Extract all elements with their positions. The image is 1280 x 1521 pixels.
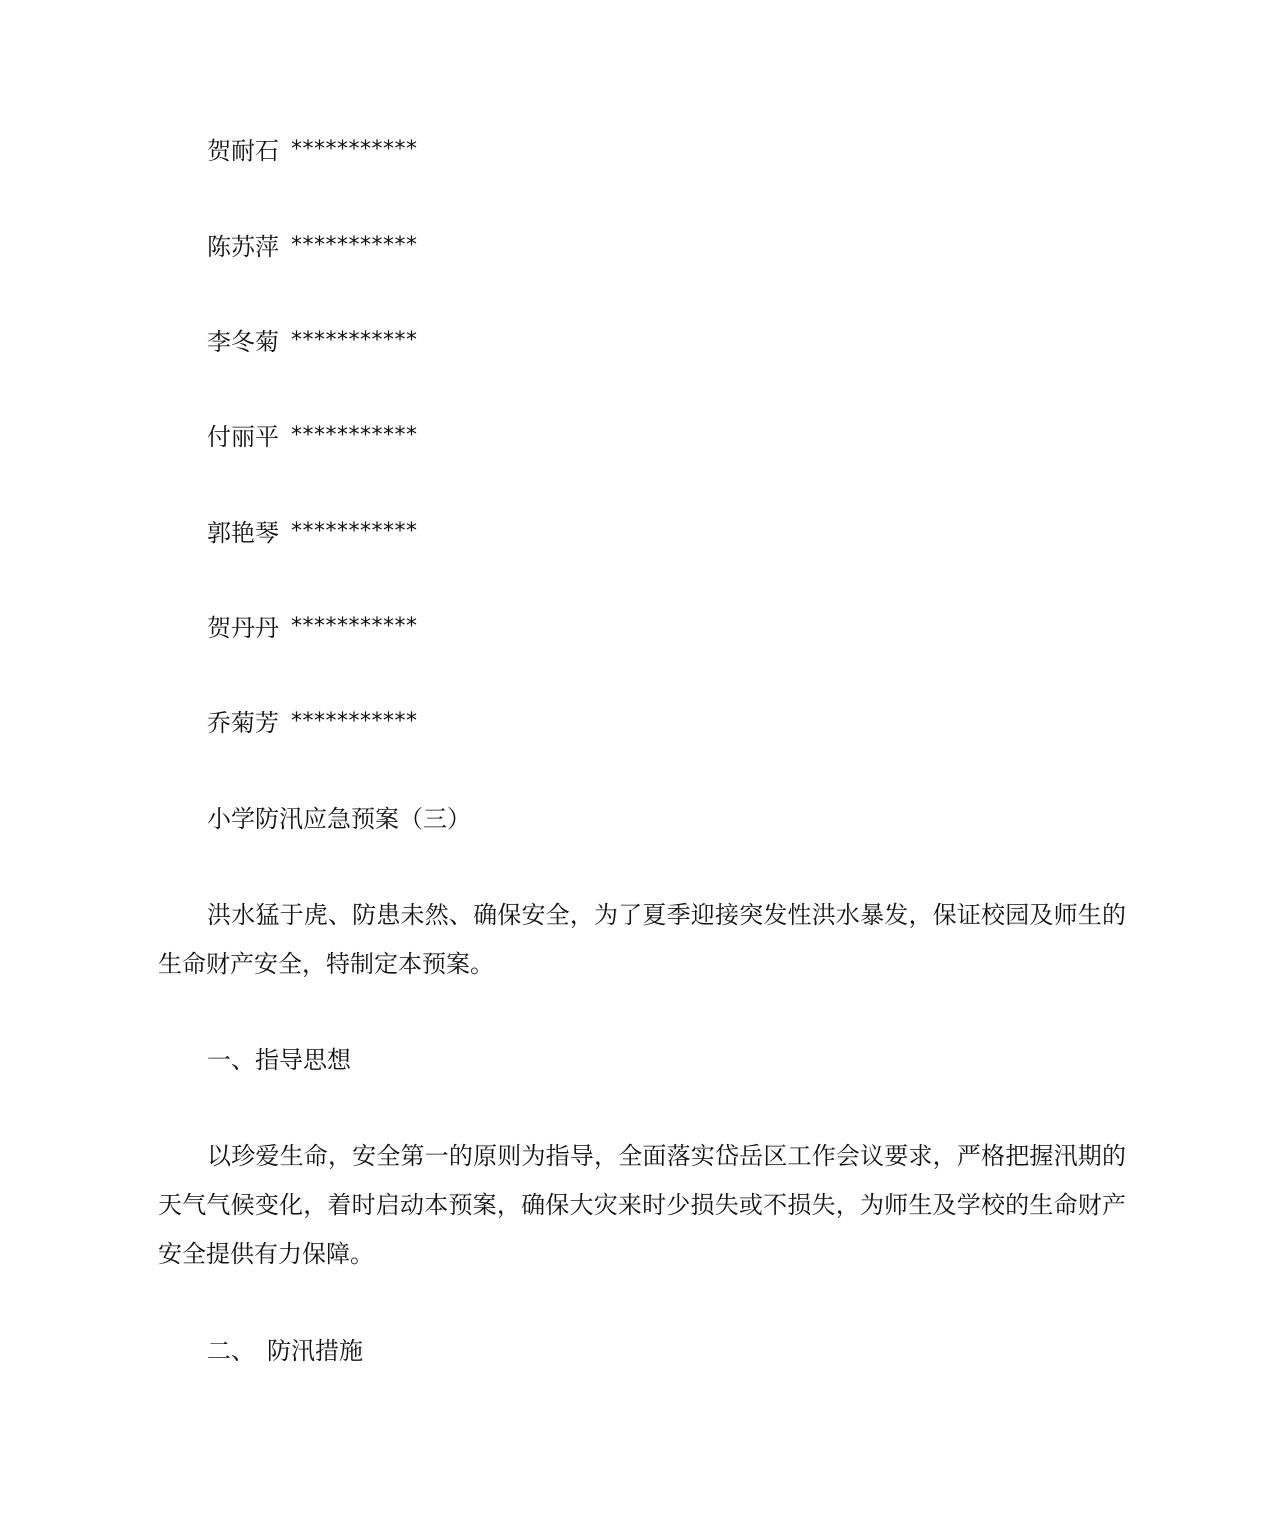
intro-paragraph: 洪水猛于虎、防患未然、确保安全，为了夏季迎接突发性洪水暴发，保证校园及师生的生命财产安全，特制定本预案。 xyxy=(158,901,1126,978)
contact-row xyxy=(207,326,418,360)
contact-name: 陈苏萍 xyxy=(207,233,279,261)
contact-name: 乔菊芳 xyxy=(207,709,279,737)
contact-phone: *********** xyxy=(291,328,418,353)
contact-phone: *********** xyxy=(291,614,418,639)
section-heading-flood-measures: 二、 防汛措施 xyxy=(207,1337,363,1365)
contact-row xyxy=(207,231,418,265)
contact-phone: *********** xyxy=(291,423,418,448)
contact-row xyxy=(207,517,418,551)
contact-name: 李冬菊 xyxy=(207,328,279,356)
contact-row xyxy=(207,612,418,646)
contact-name: 付丽平 xyxy=(207,423,279,451)
contact-phone: *********** xyxy=(291,709,418,734)
contact-name: 郭艳琴 xyxy=(207,519,279,547)
section-heading-guiding-ideology: 一、指导思想 xyxy=(207,1046,351,1074)
contact-row xyxy=(207,707,418,741)
contact-phone: *********** xyxy=(291,519,418,544)
guiding-ideology-paragraph: 以珍爱生命，安全第一的原则为指导，全面落实岱岳区工作会议要求，严格把握汛期的天气气候变化，着时启动本预案，确保大灾来时少损失或不损失，为师生及学校的生命财产安全提供有力保障。 xyxy=(158,1142,1126,1268)
contact-name: 贺丹丹 xyxy=(207,614,279,642)
contact-phone: *********** xyxy=(291,137,418,162)
contact-row xyxy=(207,135,418,169)
contact-row xyxy=(207,421,418,455)
document-title: 小学防汛应急预案（三） xyxy=(207,805,471,833)
contact-phone: *********** xyxy=(291,233,418,258)
contact-name: 贺耐石 xyxy=(207,137,279,165)
